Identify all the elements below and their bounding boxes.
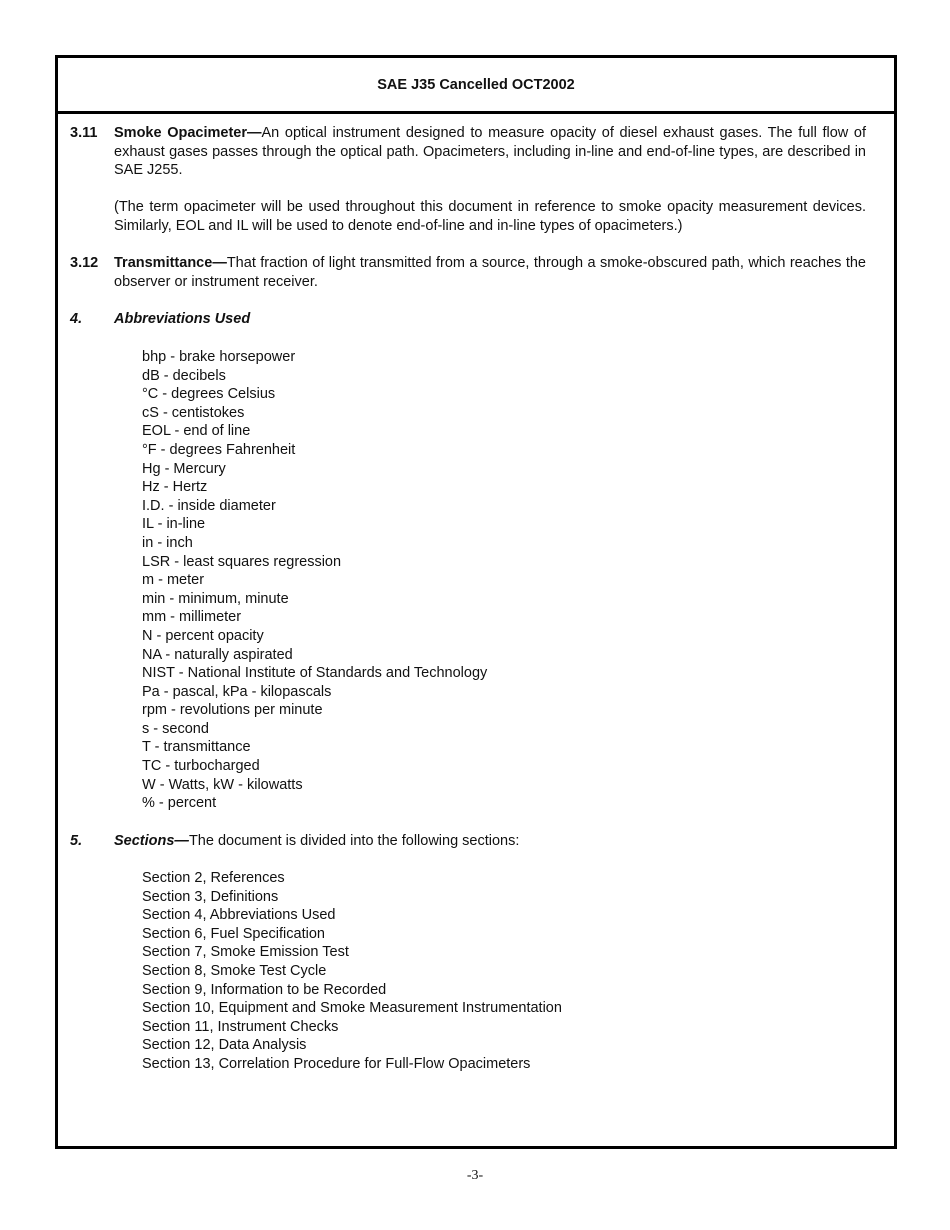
list-item: NA - naturally aspirated <box>142 646 293 663</box>
list-item: Pa - pascal, kPa - kilopascals <box>142 683 332 700</box>
list-item: rpm - revolutions per minute <box>142 702 323 719</box>
list-item: Hg - Mercury <box>142 460 226 477</box>
abbreviations-list <box>142 348 487 813</box>
list-item: Section 10, Equipment and Smoke Measurement Instrumentation <box>142 1000 562 1017</box>
section-text <box>114 832 866 851</box>
list-item: bhp - brake horsepower <box>142 349 296 365</box>
list-item: T - transmittance <box>142 739 251 756</box>
note-text: (The term opacimeter will be used throughout this document in reference to smoke opacity measurement devices. Similarly, EOL and IL will be used to denote end-of-line and in-line types of opacimeters.) <box>114 199 866 234</box>
list-item: in - inch <box>142 534 193 551</box>
document-frame <box>55 55 897 1149</box>
definition-3-11-note <box>70 198 866 235</box>
section-body: The document is divided into the following sections: <box>188 833 520 849</box>
definition-text <box>114 254 866 291</box>
list-item: Section 13, Correlation Procedure for Full-Flow Opacimeters <box>142 1055 531 1072</box>
list-item: Section 12, Data Analysis <box>142 1037 307 1054</box>
list-item: Section 11, Instrument Checks <box>142 1018 339 1035</box>
list-item: Section 9, Information to be Recorded <box>142 981 387 998</box>
definition-body: An optical instrument designed to measure opacity of diesel exhaust gases. The full flow of exhaust gases passes through the optical path. Opacimeters, including in-line and end-of-line types, are described in SAE J255. <box>114 125 866 179</box>
definition-3-12 <box>70 254 866 291</box>
section-number: 3.11 <box>70 125 98 141</box>
section-term: Sections— <box>114 833 189 849</box>
list-item: N - percent opacity <box>142 627 264 644</box>
list-item: Section 3, Definitions <box>142 888 279 905</box>
section-4-heading <box>70 310 866 329</box>
header-title: SAE J35 Cancelled OCT2002 <box>377 76 575 93</box>
list-item: EOL - end of line <box>142 423 251 440</box>
section-number: 4. <box>70 311 83 327</box>
list-item: NIST - National Institute of Standards and Technology <box>142 665 488 682</box>
page-header <box>58 58 894 114</box>
list-item: cS - centistokes <box>142 404 245 421</box>
sections-list <box>142 869 562 1074</box>
section-title: Abbreviations Used <box>114 311 251 327</box>
list-item: Section 4, Abbreviations Used <box>142 907 336 924</box>
list-item: min - minimum, minute <box>142 590 289 607</box>
list-item: °F - degrees Fahrenheit <box>142 441 296 458</box>
list-item: W - Watts, kW - kilowatts <box>142 776 303 793</box>
list-item: I.D. - inside diameter <box>142 497 276 514</box>
section-number: 5. <box>70 833 83 849</box>
list-item: mm - millimeter <box>142 609 242 626</box>
list-item: Section 8, Smoke Test Cycle <box>142 962 327 979</box>
list-item: IL - in-line <box>142 516 206 533</box>
list-item: % - percent <box>142 795 217 812</box>
list-item: LSR - least squares regression <box>142 553 342 570</box>
definition-term: Transmittance— <box>114 255 227 271</box>
list-item: s - second <box>142 720 209 737</box>
section-number: 3.12 <box>70 255 99 271</box>
list-item: m - meter <box>142 572 205 589</box>
list-item: TC - turbocharged <box>142 758 260 775</box>
section-title-wrap <box>114 310 866 329</box>
list-item: °C - degrees Celsius <box>142 386 276 403</box>
list-item: Section 7, Smoke Emission Test <box>142 944 349 961</box>
section-5-heading <box>70 832 866 851</box>
page-number: -3- <box>466 1168 484 1183</box>
definition-text <box>114 124 866 180</box>
list-item: Hz - Hertz <box>142 479 208 496</box>
definition-term: Smoke Opacimeter— <box>114 125 262 141</box>
definition-3-11 <box>70 124 866 180</box>
list-item: dB - decibels <box>142 367 226 384</box>
list-item: Section 6, Fuel Specification <box>142 925 325 942</box>
definition-body: That fraction of light transmitted from a source, through a smoke-obscured path, which reaches the observer or instrument receiver. <box>114 255 866 290</box>
list-item: Section 2, References <box>142 870 285 886</box>
